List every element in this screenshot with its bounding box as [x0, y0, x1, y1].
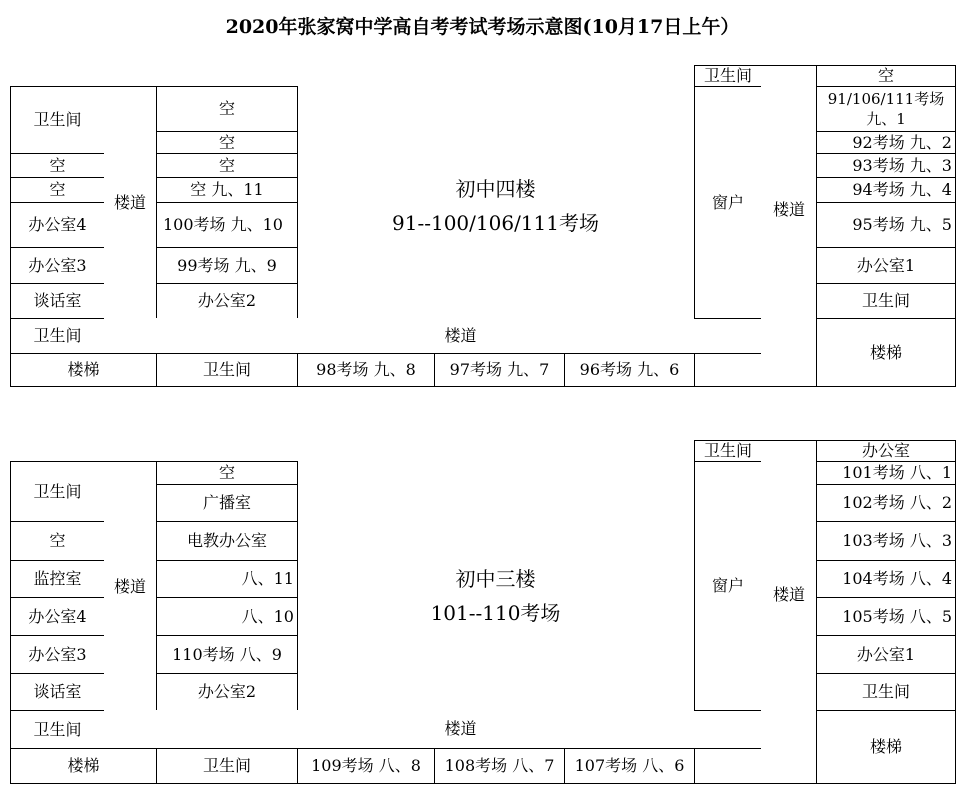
b3-left-room: 卫生间: [10, 461, 105, 522]
b4-inner-room: 办公室2: [156, 283, 298, 319]
b3-inner-room: 办公室2: [156, 673, 298, 711]
b3-window: 窗户: [694, 461, 762, 711]
b4-room-range: 91--100/106/111考场: [392, 211, 599, 235]
b3-right-room: 103考场 八、3: [816, 521, 956, 561]
b4-bottom-room: 卫生间: [156, 353, 298, 387]
b4-right-wc: 卫生间: [694, 65, 762, 87]
b4-building-label: [297, 172, 694, 240]
b4-window: 窗户: [694, 86, 762, 319]
b3-bottom-room: 109考场 八、8: [297, 748, 435, 784]
b4-right-room: 91/106/111考场 九、1: [816, 86, 956, 132]
b3-building-label: [297, 562, 694, 630]
b3-inner-room: 八、11: [156, 560, 298, 598]
b3-right-wc: 卫生间: [694, 440, 762, 462]
b3-corridor-left: 楼道: [104, 461, 157, 711]
b3-bottom-room-blank: [694, 748, 817, 784]
b4-right-room: 卫生间: [816, 283, 956, 319]
b3-bottom-room: 108考场 八、7: [434, 748, 565, 784]
b3-right-room: 101考场 八、1: [816, 461, 956, 485]
b4-bottom-room: 98考场 九、8: [297, 353, 435, 387]
b4-right-room: 93考场 九、3: [816, 153, 956, 178]
b3-right-room: 办公室: [816, 440, 956, 462]
b3-bottom-room: 107考场 八、6: [564, 748, 695, 784]
b3-left-room: 卫生间: [10, 710, 105, 749]
b4-left-room: 办公室3: [10, 247, 105, 284]
b3-corridor-bottom: 楼道: [104, 710, 817, 749]
b3-left-room: 办公室3: [10, 635, 105, 674]
b3-right-room: 楼梯: [816, 710, 956, 784]
b4-inner-room: 100考场 九、10: [156, 202, 298, 248]
b3-building-name: 初中三楼: [455, 567, 536, 591]
b3-right-room: 102考场 八、2: [816, 484, 956, 522]
b4-left-room: 谈话室: [10, 283, 105, 319]
b3-inner-room: 空: [156, 461, 298, 485]
b4-right-room: 95考场 九、5: [816, 202, 956, 248]
b4-left-room: 卫生间: [10, 86, 105, 154]
b4-corridor-left: 楼道: [104, 86, 157, 319]
b3-bottom-room: 楼梯: [10, 748, 157, 784]
b3-inner-room: 电教办公室: [156, 521, 298, 561]
b3-left-room: 空: [10, 521, 105, 561]
b4-left-room: 空: [10, 177, 105, 203]
b3-right-room: 104考场 八、4: [816, 560, 956, 598]
b3-right-room: 办公室1: [816, 635, 956, 674]
b4-bottom-room: 楼梯: [10, 353, 157, 387]
b3-left-room: 办公室4: [10, 597, 105, 636]
b3-room-range: 101--110考场: [430, 601, 561, 625]
b4-left-room: 卫生间: [10, 318, 105, 354]
b4-corridor-right: 楼道: [761, 65, 817, 354]
b4-inner-room: 空: [156, 153, 298, 178]
b4-building-name: 初中四楼: [455, 177, 536, 201]
b4-bottom-room: 96考场 九、6: [564, 353, 695, 387]
b4-inner-room: 空: [156, 131, 298, 154]
b4-left-room: 空: [10, 153, 105, 178]
b4-right-room: 92考场 九、2: [816, 131, 956, 154]
b4-bottom-room-blank: [694, 353, 817, 387]
b3-left-room: 监控室: [10, 560, 105, 598]
b3-corridor-right: 楼道: [761, 440, 817, 749]
b3-inner-room: 八、10: [156, 597, 298, 636]
b3-left-room: 谈话室: [10, 673, 105, 711]
b4-right-room: 94考场 九、4: [816, 177, 956, 203]
b4-bottom-room: 97考场 九、7: [434, 353, 565, 387]
b3-right-room: 卫生间: [816, 673, 956, 711]
b4-right-room: 楼梯: [816, 318, 956, 387]
b3-right-room: 105考场 八、5: [816, 597, 956, 636]
b4-right-room: 办公室1: [816, 247, 956, 284]
page-title: 2020年张家窝中学高自考考试考场示意图(10月17日上午）: [225, 16, 740, 38]
b3-inner-room: 广播室: [156, 484, 298, 522]
b4-inner-room: 空: [156, 86, 298, 132]
b4-inner-room: 99考场 九、9: [156, 247, 298, 284]
b4-left-room: 办公室4: [10, 202, 105, 248]
b4-inner-room: 空 九、11: [156, 177, 298, 203]
b3-bottom-room: 卫生间: [156, 748, 298, 784]
b4-corridor-bottom: 楼道: [104, 318, 817, 354]
b3-inner-room: 110考场 八、9: [156, 635, 298, 674]
b4-right-room: 空: [816, 65, 956, 87]
